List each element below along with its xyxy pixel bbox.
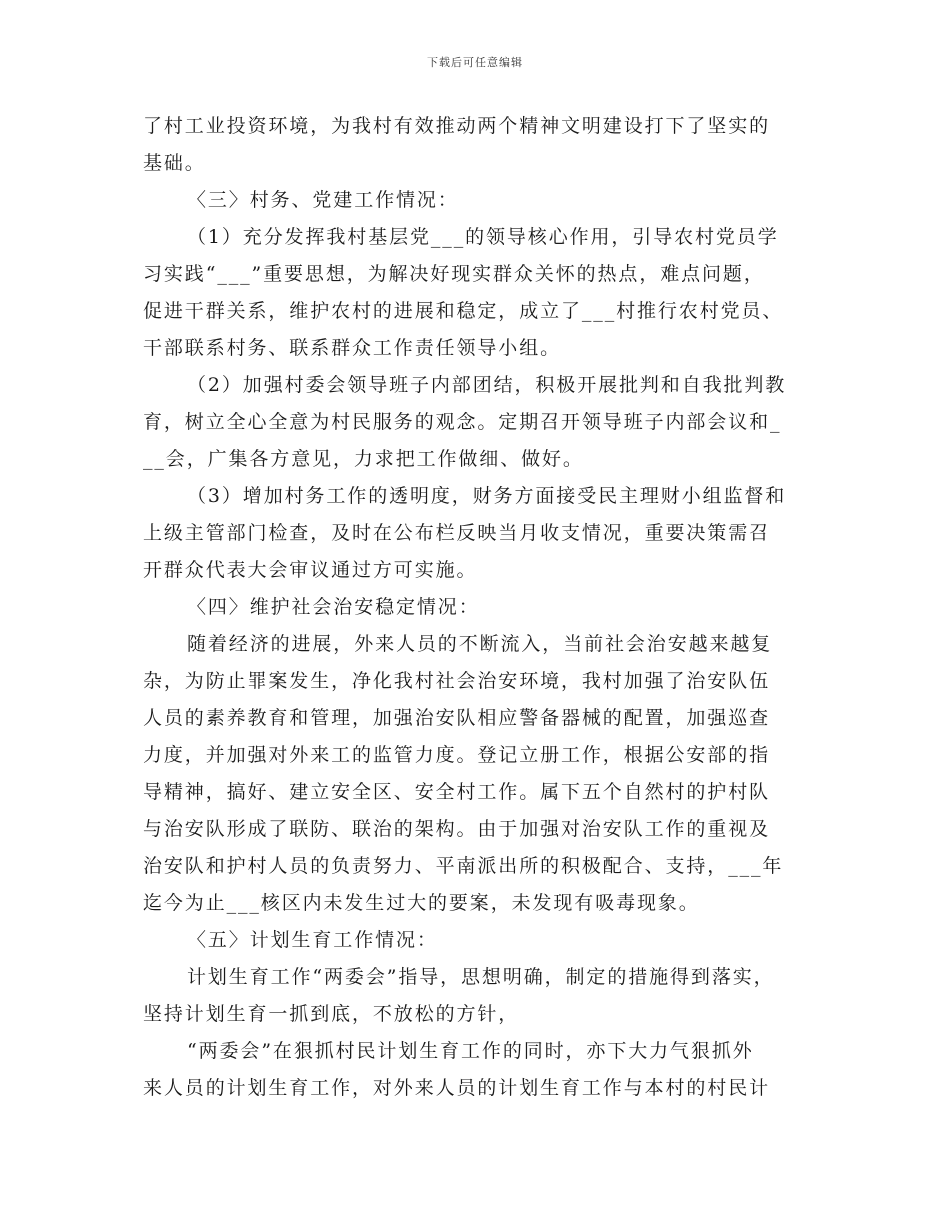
text-line: 力度，并加强对外来工的监管力度。登记立册工作，根据公安部的指 xyxy=(143,744,771,766)
text-line: 坚持计划生育一抓到底，不放松的方针， xyxy=(143,1003,520,1025)
text-line: 计划生育工作“两委会”指导，思想明确，制定的措施得到落实， xyxy=(187,966,775,988)
text-line: 习实践“___”重要思想，为解决好现实群众关怀的热点，难点问题， xyxy=(143,263,765,285)
document-body xyxy=(143,108,811,1107)
section-heading: 〈四〉维护社会治安稳定情况： xyxy=(187,596,480,618)
text-line: 治安队和护村人员的负责努力、平南派出所的积极配合、支持，___年 xyxy=(143,855,784,877)
section-heading: 〈五〉计划生育工作情况： xyxy=(187,929,438,951)
text-line: 杂，为防止罪案发生，净化我村社会治安环境，我村加强了治安队伍 xyxy=(143,670,771,692)
text-line: 来人员的计划生育工作，对外来人员的计划生育工作与本村的村民计 xyxy=(143,1077,771,1099)
text-line: 人员的素养教育和管理，加强治安队相应警备器械的配置，加强巡查 xyxy=(143,707,771,729)
text-line: （2）加强村委会领导班子内部团结，积极开展批判和自我批判教 xyxy=(187,374,787,396)
text-line: 基础。 xyxy=(143,152,206,174)
text-line: 随着经济的进展，外来人员的不断流入，当前社会治安越来越复 xyxy=(187,633,773,655)
text-line: “两委会”在狠抓村民计划生育工作的同时，亦下大力气狠抓外 xyxy=(187,1040,754,1062)
section-heading: 〈三〉村务、党建工作情况： xyxy=(187,189,459,211)
text-line: 迄今为止___核区内未发生过大的要案，未发现有吸毒现象。 xyxy=(143,892,700,914)
text-line: （3）增加村务工作的透明度，财务方面接受民主理财小组监督和 xyxy=(187,485,787,507)
text-line: 导精神，搞好、建立安全区、安全村工作。属下五个自然村的护村队 xyxy=(143,781,771,803)
text-line: __会，广集各方意见，力求把工作做细、做好。 xyxy=(143,448,584,470)
text-line: 育，树立全心全意为村民服务的观念。定期召开领导班子内部会议和_ xyxy=(143,411,782,433)
text-line: 促进干群关系，维护农村的进展和稳定，成立了___村推行农村党员、 xyxy=(143,300,784,322)
text-line: 上级主管部门检查，及时在公布栏反映当月收支情况，重要决策需召 xyxy=(143,522,771,544)
page-header: 下载后可任意编辑 xyxy=(427,56,523,69)
text-line: 开群众代表大会审议通过方可实施。 xyxy=(143,559,478,581)
text-line: 干部联系村务、联系群众工作责任领导小组。 xyxy=(143,337,562,359)
text-line: 与治安队形成了联防、联治的架构。由于加强对治安队工作的重视及 xyxy=(143,818,771,840)
text-line: 了村工业投资环境，为我村有效推动两个精神文明建设打下了坚实的 xyxy=(143,115,771,137)
text-line: （1）充分发挥我村基层党___的领导核心作用，引导农村党员学 xyxy=(187,226,779,248)
